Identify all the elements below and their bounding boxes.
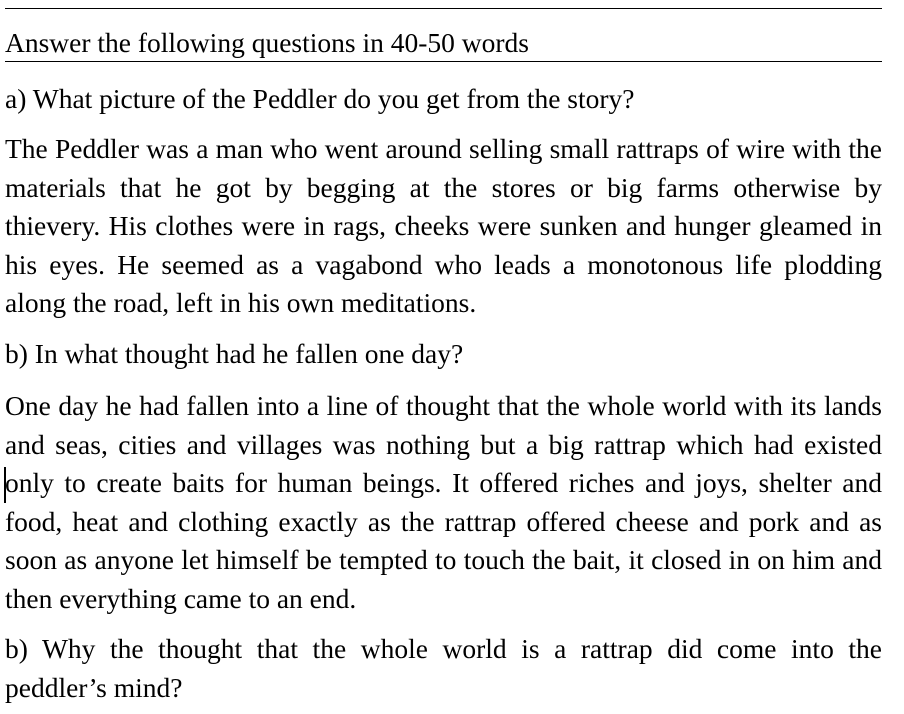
heading-underline — [5, 61, 882, 62]
question-c: b) Why the thought that the whole world is a rattrap did come into the peddler’s mind? — [5, 633, 882, 703]
question-a: a) What picture of the Peddler do you get from the story? — [5, 83, 635, 114]
text-cursor — [4, 467, 6, 503]
answer-b: One day he had fallen into a line of thought that the whole world with its lands and seas, cities and villages was nothing but a big rattrap which had existed only to create baits for human beings. It offered riches and joys, shelter and food, heat and clothing exactly as the rattrap offered cheese and pork and as soon as anyone let himself be tempted to touch the bait, it closed in on him and then everything came to an end. — [5, 390, 882, 614]
top-rule — [5, 8, 882, 9]
instruction-heading: Answer the following questions in 40-50 words — [5, 27, 529, 58]
question-b: b) In what thought had he fallen one day? — [5, 338, 464, 369]
answer-a: The Peddler was a man who went around selling small rattraps of wire with the materials that he got by begging at the stores or big farms otherwise by thievery. His clothes were in rags, cheeks were sunken and hunger gleamed in his eyes. He seemed as a vagabond who leads a monotonous life plodding along the road, left in his own meditations. — [5, 133, 882, 319]
